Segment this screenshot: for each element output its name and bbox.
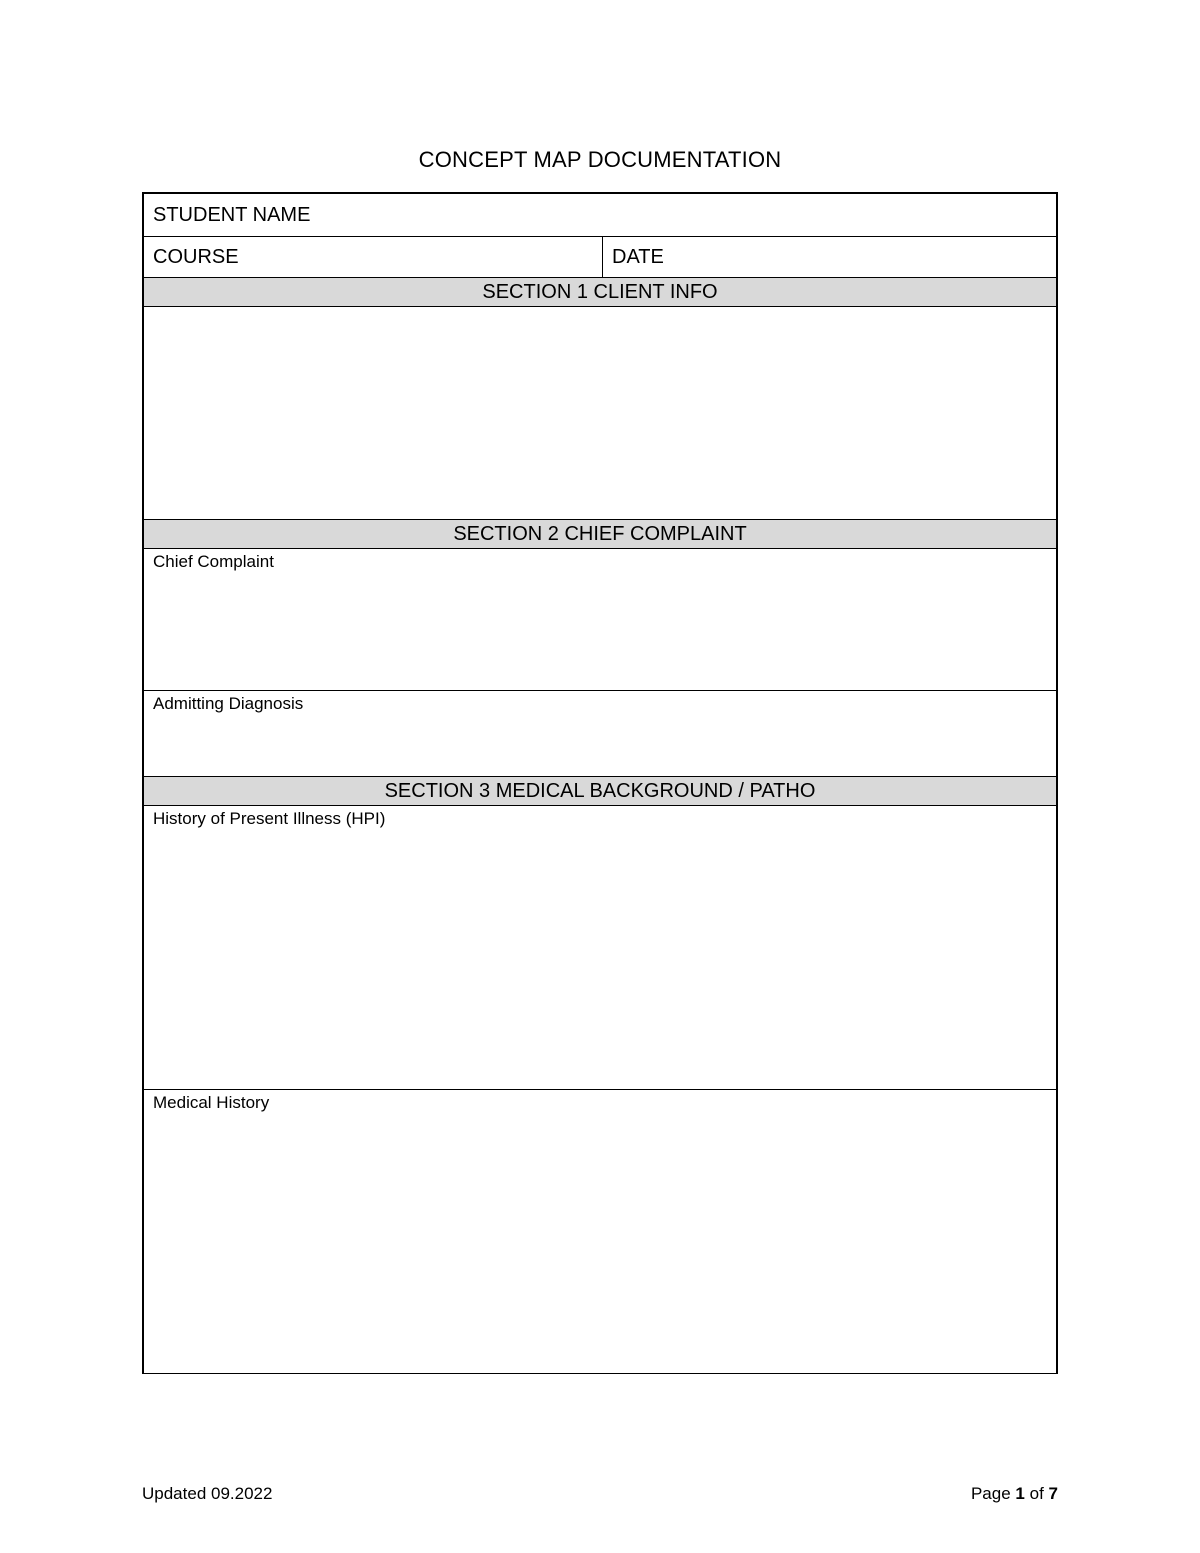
student-name-row [144, 194, 1056, 237]
section-1-header: SECTION 1 CLIENT INFO [144, 278, 1056, 307]
course-label: COURSE [153, 245, 239, 268]
client-info-field[interactable] [144, 307, 1056, 520]
hpi-label: History of Present Illness (HPI) [153, 809, 386, 828]
concept-map-form [142, 192, 1058, 1374]
page-of: of [1029, 1484, 1044, 1503]
page-current: 1 [1015, 1484, 1025, 1503]
medical-history-field[interactable] [144, 1090, 1056, 1373]
medical-history-label: Medical History [153, 1093, 270, 1112]
course-date-row [144, 237, 1056, 278]
date-field[interactable] [603, 237, 1056, 277]
page-prefix: Page [970, 1484, 1011, 1503]
section-2-header: SECTION 2 CHIEF COMPLAINT [144, 520, 1056, 549]
admitting-diagnosis-field[interactable] [144, 691, 1056, 777]
course-field[interactable] [144, 237, 603, 277]
document-title: CONCEPT MAP DOCUMENTATION [418, 147, 782, 172]
chief-complaint-field[interactable] [144, 549, 1056, 691]
date-label: DATE [612, 245, 664, 268]
student-name-field[interactable] [144, 194, 319, 236]
section-3-header: SECTION 3 MEDICAL BACKGROUND / PATHO [144, 777, 1056, 806]
footer-updated: Updated 09.2022 [142, 1484, 273, 1503]
hpi-field[interactable] [144, 806, 1056, 1090]
admitting-diagnosis-label: Admitting Diagnosis [153, 694, 304, 713]
footer-page-number [971, 1484, 1058, 1504]
student-name-label: STUDENT NAME [153, 203, 311, 226]
chief-complaint-label: Chief Complaint [153, 552, 274, 571]
page-total: 7 [1048, 1484, 1058, 1503]
